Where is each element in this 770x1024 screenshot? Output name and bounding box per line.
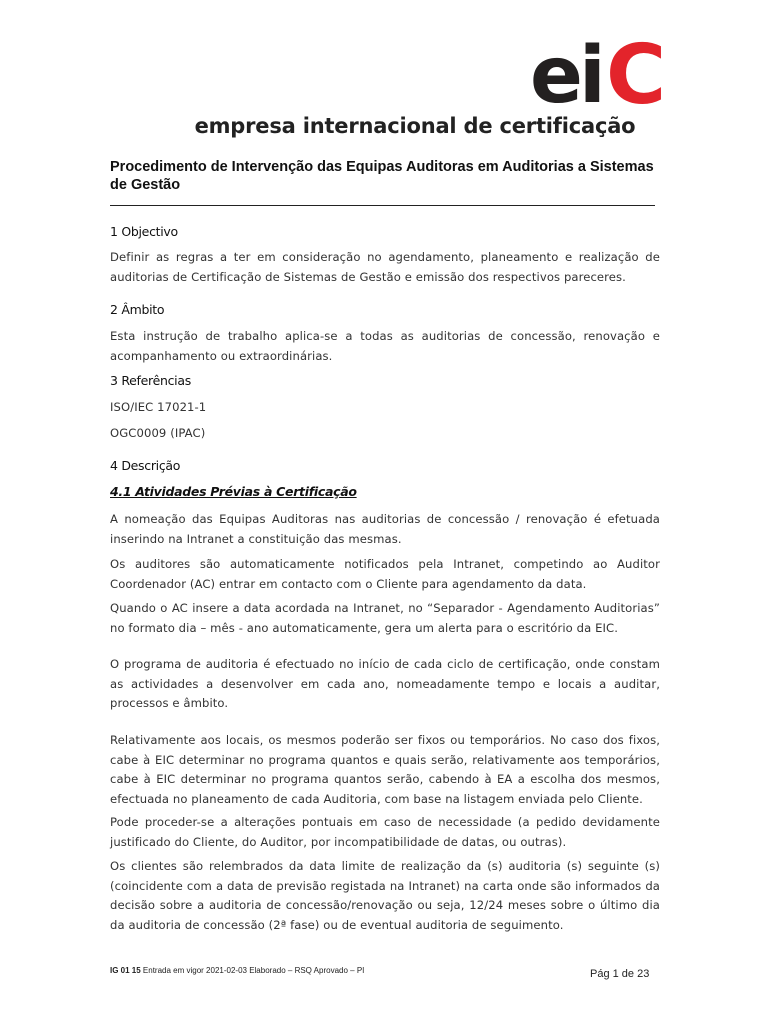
logo-letter-i: i <box>579 31 603 121</box>
paragraph: Os auditores são automaticamente notificados pela Intranet, competindo ao Auditor Coordenador (AC) entrar em contacto com o Cliente para agendamento da data. <box>110 557 660 591</box>
logo-letter-e: e <box>530 31 580 121</box>
paragraph: Quando o AC insere a data acordada na Intranet, no “Separador - Agendamento Auditorias” no formato dia – mês - ano automaticamente, gera um alerta para o escritório da EIC. <box>110 601 660 635</box>
reference-item: OGC0009 (IPAC) <box>110 426 206 440</box>
eic-logo <box>530 28 670 123</box>
section-heading-ambito: 2 Âmbito <box>110 302 165 317</box>
paragraph: Os clientes são relembrados da data limite de realização da (s) auditoria (s) seguinte (s) (coincidente com a data de previsão registada na Intranet) na carta onde são informados da decisão sobre a auditoria de concessão/renovação ou seja, 12/24 meses sobre o último dia da auditoria de concessão (2ª fase) ou de eventual auditoria de seguimento. <box>110 859 660 932</box>
paragraph: Pode proceder-se a alterações pontuais em caso de necessidade (a pedido devidamente justificado do Cliente, do Auditor, por incompatibilidade de datas, ou outras). <box>110 815 660 849</box>
reference-item: ISO/IEC 17021-1 <box>110 400 207 414</box>
footer-dates: Entrada em vigor 2021-02-03 Elaborado – RSQ Aprovado – PI <box>140 966 365 975</box>
subsection-heading: 4.1 Atividades Prévias à Certificação <box>110 484 357 499</box>
footer-document-info <box>110 966 364 975</box>
page-number: Pág 1 de 23 <box>590 968 650 980</box>
footer-document-code: IG 01 15 <box>110 966 141 975</box>
section-heading-descricao: 4 Descrição <box>110 458 181 473</box>
company-name: empresa internacional de certificação <box>194 114 636 138</box>
section-heading-objectivo: 1 Objectivo <box>110 224 178 239</box>
paragraph: Relativamente aos locais, os mesmos poderão ser fixos ou temporários. No caso dos fixos, cabe à EIC determinar no programa quantos e quais serão, relativamente aos temporários, cabe à EIC determinar no programa quantos serão, cabendo à EA a escolha dos mesmos, efectuada no planeamento de cada Auditoria, com base na listagem enviada pelo Cliente. <box>110 733 660 806</box>
section-text-objectivo: Definir as regras a ter em consideração no agendamento, planeamento e realização de auditorias de Certificação de Sistemas de Gestão e emissão dos respectivos pareceres. <box>110 250 660 284</box>
logo-letter-c: C <box>606 28 667 123</box>
title-divider <box>110 205 655 206</box>
paragraph: O programa de auditoria é efectuado no início de cada ciclo de certificação, onde constam as actividades a desenvolver em cada ano, nomeadamente tempo e locais a auditar, processos e âmbito. <box>110 657 660 710</box>
document-title: Procedimento de Intervenção das Equipas Auditoras em Auditorias a Sistemas de Gestão <box>110 159 654 193</box>
paragraph: A nomeação das Equipas Auditoras nas auditorias de concessão / renovação é efetuada inserindo na Intranet a constituição das mesmas. <box>110 512 660 546</box>
section-heading-referencias: 3 Referências <box>110 373 191 388</box>
section-text-ambito: Esta instrução de trabalho aplica-se a todas as auditorias de concessão, renovação e acompanhamento ou extraordinárias. <box>110 329 660 363</box>
